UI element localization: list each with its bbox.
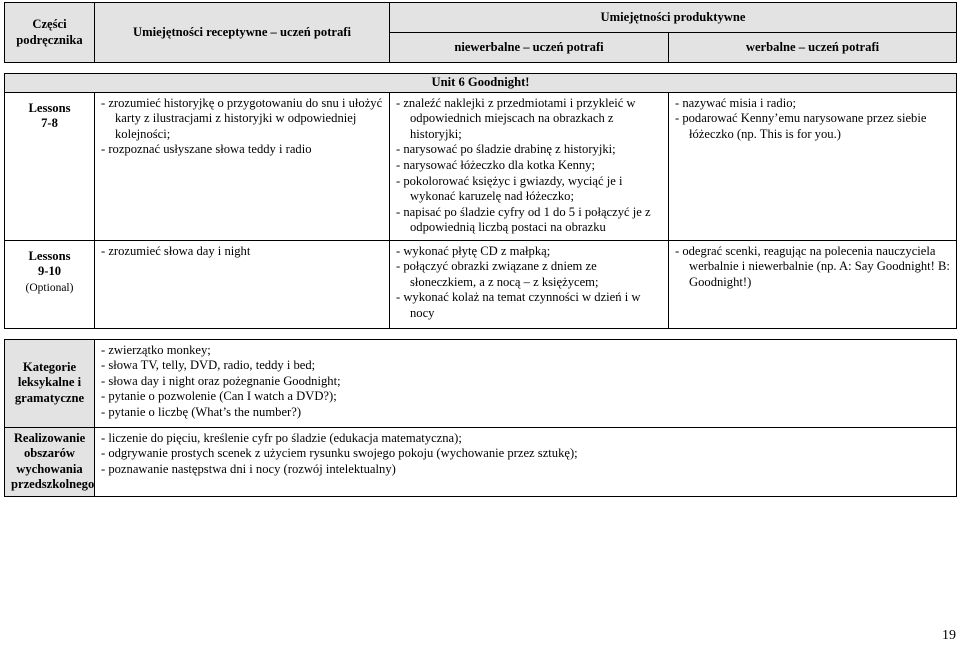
list-item: - pokolorować księżyc i gwiazdy, wyciąć je i wykonać karuzelę nad łóżeczko; bbox=[396, 173, 623, 204]
list-item: - rozpoznać usłyszane słowa teddy i radio bbox=[101, 142, 312, 157]
list-item: - słowa TV, telly, DVD, radio, teddy i bed; bbox=[101, 358, 316, 373]
list-item: - narysować po śladzie drabinę z historyjki; bbox=[396, 142, 616, 157]
list-item: - liczenie do pięciu, kreślenie cyfr po śladzie (edukacja matematyczna); bbox=[101, 430, 462, 445]
list-item: - poznawanie następstwa dni i nocy (rozwój intelektualny) bbox=[101, 461, 396, 476]
list-item: - zrozumieć historyjkę o przygotowaniu do snu i ułożyć karty z ilustracjami z historyjki w odpowiedniej kolejności; bbox=[101, 95, 383, 141]
list-item: - wykonać płytę CD z małpką; bbox=[396, 243, 551, 258]
lessons-cell bbox=[5, 240, 95, 328]
areas-cell bbox=[95, 427, 957, 496]
list-item: - napisać po śladzie cyfry od 1 do 5 i połączyć je z odpowiednią liczbą postaci na obrazku bbox=[396, 204, 651, 235]
categories-cell bbox=[95, 339, 957, 427]
lessons-cell bbox=[5, 92, 95, 240]
list-item: - słowa day i night oraz pożegnanie Goodnight; bbox=[101, 373, 341, 388]
receptive-cell bbox=[95, 240, 390, 328]
receptive-cell bbox=[95, 92, 390, 240]
list-item: - odegrać scenki, reagując na polecenia nauczyciela werbalnie i niewerbalnie (np. A: Say Goodnight! B: Goodnight!) bbox=[675, 243, 950, 289]
list-item: - narysować łóżeczko dla kotka Kenny; bbox=[396, 157, 595, 172]
list-item: - odgrywanie prostych scenek z użyciem rysunku swojego pokoju (wychowanie przez sztukę); bbox=[101, 446, 578, 461]
verbal-cell bbox=[669, 240, 957, 328]
header-receptive: Umiejętności receptywne – uczeń potrafi bbox=[95, 3, 390, 63]
header-parts: Części podręcznika bbox=[5, 3, 95, 63]
categories-row bbox=[5, 339, 957, 427]
list-item: - zwierzątko monkey; bbox=[101, 342, 211, 357]
header-productive: Umiejętności produktywne bbox=[390, 3, 957, 33]
list-item: - pytanie o liczbę (What’s the number?) bbox=[101, 404, 302, 419]
areas-row bbox=[5, 427, 957, 496]
lessons-range: 9-10 bbox=[37, 264, 62, 279]
lessons-label: Lessons bbox=[28, 248, 71, 263]
list-item: - wykonać kolaż na temat czynności w dzień i w nocy bbox=[396, 290, 641, 320]
page-number: 19 bbox=[942, 628, 956, 643]
lessons-range: 7-8 bbox=[41, 116, 58, 131]
list-item: - znaleźć naklejki z przedmiotami i przykleić w odpowiednich miejscach na obrazkach z historyjki; bbox=[396, 95, 636, 141]
lessons-row bbox=[5, 240, 957, 328]
optional-label: (Optional) bbox=[25, 281, 74, 294]
unit-title bbox=[5, 74, 957, 93]
verbal-cell bbox=[669, 92, 957, 240]
categories-label: Kategorie leksykalne i gramatyczne bbox=[5, 339, 95, 427]
list-item: - połączyć obrazki związane z dniem ze słoneczkiem, a z nocą – z księżycem; bbox=[396, 259, 599, 289]
nonverbal-cell bbox=[390, 92, 669, 240]
list-item: - zrozumieć słowa day i night bbox=[101, 243, 251, 258]
lessons-row bbox=[5, 92, 957, 240]
unit-title-text: Unit 6 Goodnight! bbox=[431, 75, 530, 89]
header-verbal: werbalne – uczeń potrafi bbox=[669, 33, 957, 63]
list-item: - podarować Kenny’emu narysowane przez siebie łóżeczko (np. This is for you.) bbox=[675, 111, 927, 141]
areas-label: Realizowanie obszarów wychowania przedszkolnego bbox=[5, 427, 95, 496]
curriculum-table bbox=[4, 2, 957, 497]
list-item: - pytanie o pozwolenie (Can I watch a DVD?); bbox=[101, 389, 337, 404]
list-item: - nazywać misia i radio; bbox=[675, 95, 796, 110]
header-nonverbal: niewerbalne – uczeń potrafi bbox=[390, 33, 669, 63]
nonverbal-cell bbox=[390, 240, 669, 328]
lessons-label: Lessons bbox=[28, 100, 71, 115]
